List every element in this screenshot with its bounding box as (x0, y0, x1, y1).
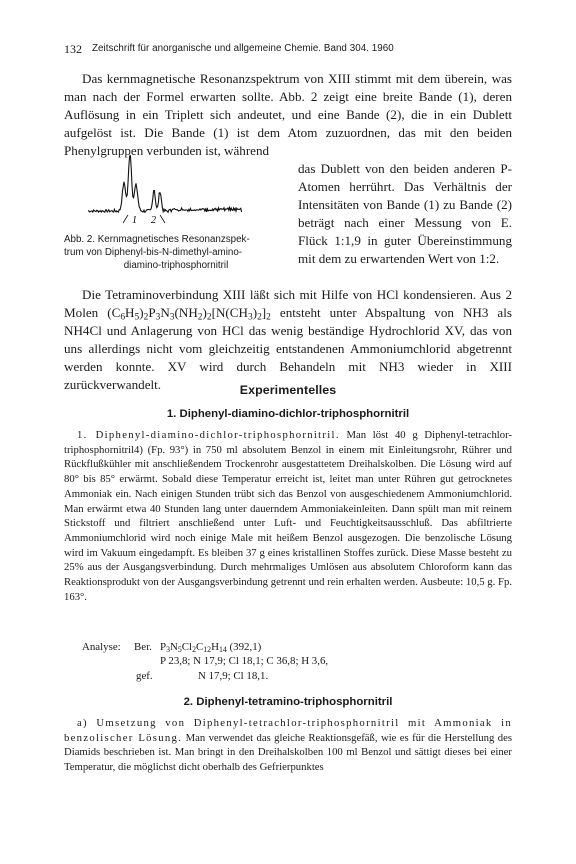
section-2-body: a) Umsetzung von Diphenyl-tetrachlor-triphosphornitril mit Ammoniak in benzolischer Lösung. Man verwendet das gleiche Reaktionsgefäß, wie es für die Herstellung des Diamids beschrieben ist. Man bringt in den Dreihalskolben 100 ml Benzol und sättigt dieses bei einer Temperatur, die möglichst dicht oberhalb des Gefrierpunktes (64, 717, 512, 774)
section-2-heading: 2. Diphenyl-tetramino-triphosphornitril (183, 696, 393, 708)
band-1-pointer (123, 215, 128, 223)
figure-caption (64, 233, 288, 273)
paragraph-condensation: Die Tetraminoverbindung XIII läßt sich mit Hilfe von HCl kondensieren. Aus 2 Molen $(C_6H_5)_2P_3N_3(NH_2)_2[N(CH_3)_2]_2$ entsteht unter Abspaltung von NH3 als NH4Cl und Anlagerung von HCl das wenig beständige Hydrochlorid XV, das von uns allerdings nicht vom gleichzeitig entstandenen Ammoniumchlorid abgetrennt werden konnte. XV wird durch Behandeln mit NH3 wieder in XIII zurückverwandelt. (64, 287, 512, 393)
band-2-label: 2 (151, 215, 156, 225)
analysis-calculated: P 23,8; N 17,9; Cl 18,1; C 36,8; H 3,6, (160, 655, 329, 668)
analysis-formula: $P_3N_5Cl_2C_{12}H_{14}$ (392,1) (160, 641, 262, 655)
analysis-ber-label: Ber. (134, 641, 152, 653)
nmr-spectrum-trace (88, 156, 242, 213)
intro-paragraph-narrow: das Dublett von den beiden anderen P-Atomen herrührt. Das Verhältnis der Intensitäten von Bande (1) zu Bande (2) beträgt nach einer Messung von E. Flück 1:1,9 in guter Übereinstimmung mit dem zu erwartenden Wert von 1:2. (298, 161, 512, 267)
caption-line-1: Abb. 2. Kernmagnetisches Resonanzspek- (64, 234, 250, 245)
section-2-lead: a) Umsetzung von Diphenyl-tetrachlor-triphosphornitril mit Ammoniak in benzolischer Lösung. (64, 717, 512, 744)
intro-paragraph-full: Das kernmagnetische Resonanzspektrum von XIII stimmt mit dem überein, was man nach der Formel erwarten sollte. Abb. 2 zeigt eine breite Bande (1), deren Auflösung in ein Triplett sich andeutet, und eine Bande (2), die in ein Dublett aufgelöst ist. Die Bande (1) ist dem Atom zuzuordnen, das mit den beiden Phenylgruppen verbunden ist, während (64, 71, 512, 159)
analysis-block (82, 640, 512, 683)
caption-line-2: trum von Diphenyl-bis-N-dimethyl-amino- (64, 247, 243, 259)
section-1-body: 1. Diphenyl-diamino-dichlor-triphosphornitril. Man löst 40 g Diphenyl-tetrachlor-triphosphornitril4) (Fp. 93°) in 750 ml absolutem Benzol in einem mit Einleitungsrohr, Rührer und Rückflußkühler mit anschließendem Trockenrohr ausgestattetem Dreihalskolben. Die Lösung wird auf 80° bis 85° erwärmt. Sobald diese Temperatur erreicht ist, leitet man unter Rühren gut getrocknetes Ammoniak ein. Nach einigen Stunden trübt sich das Benzol von ausgeschiedenem Ammoniumchlorid. Man erwärmt etwa 40 Stunden lang unter dauerndem Ammoniakeinleiten. Dann spült man mit reinem Stickstoff und filtriert anschließend unter Luft- und Feuchtigkeitsausschluß. Das abfiltrierte Ammoniumchlorid wird noch einige Male mit heißem Benzol ausgezogen. Die benzolische Lösung wird im Vakuum eingedampft. Es bleiben 37 g eines kristallinen Stoffes zurück. Diese Masse besteht zu 25% aus der Ausgangsverbindung. Durch mehrmaliges Umlösen aus absolutem Chloroform kann das Reaktionsprodukt von der Ausgangsverbindung getrennt und rein erhalten werden. Ausbeute: 10,5 g. Fp. 163°. (64, 429, 512, 603)
journal-title: Zeitschrift für anorganische und allgemeine Chemie. Band 304. 1960 (92, 43, 394, 54)
experimental-heading: Experimentelles (239, 383, 337, 397)
analysis-found: N 17,9; Cl 18,1. (198, 669, 269, 682)
nmr-spectrum-figure (66, 145, 282, 225)
analysis-found-label: gef. (136, 669, 153, 682)
section-1-heading: 1. Diphenyl-diamino-dichlor-triphosphornitril (166, 408, 410, 420)
page-number: 132 (64, 42, 82, 56)
section-1-lead: 1. Diphenyl-diamino-dichlor-triphosphornitril. (77, 429, 340, 441)
tetramino-formula: $(C_6H_5)_2P_3N_3(NH_2)_2[N(CH_3)_2]_2$ (107, 305, 271, 323)
caption-line-3: diamino-triphosphornitril (123, 260, 229, 272)
band-2-pointer (160, 215, 165, 223)
analysis-label: Analyse: (82, 641, 121, 653)
band-1-label: 1 (132, 215, 137, 225)
